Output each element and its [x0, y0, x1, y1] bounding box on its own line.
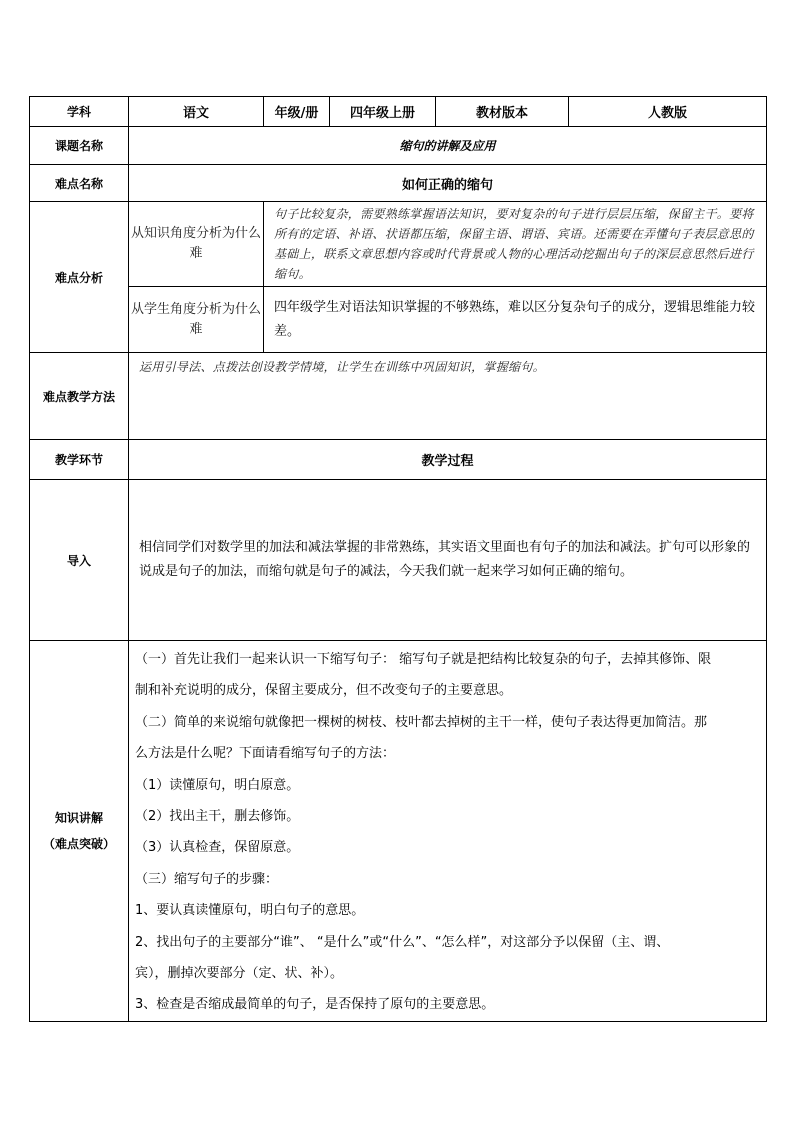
topic-value: 缩句的讲解及应用 — [129, 127, 767, 165]
process-header-row — [30, 440, 767, 480]
difficulty-row — [30, 165, 767, 202]
student-angle-label: 从学生角度分析为什么难 — [129, 287, 264, 353]
method-row — [30, 353, 767, 440]
method-text: 运用引导法、点拨法创设教学情境，让学生在训练中巩固知识，掌握缩句。 — [129, 353, 767, 440]
knowledge-label-line2: （难点突破） — [42, 836, 115, 851]
difficulty-value: 如何正确的缩句 — [129, 165, 767, 202]
method-label: 难点教学方法 — [30, 353, 129, 440]
knowledge-line: 1、要认真读懂原句，明白句子的意思。 — [135, 903, 365, 919]
knowledge-angle-label: 从知识角度分析为什么难 — [129, 202, 264, 287]
knowledge-line: 3、检查是否缩成最简单的句子，是否保持了原句的主要意思。 — [135, 997, 495, 1013]
knowledge-line: （二）简单的来说缩句就像把一棵树的树枝、枝叶都去掉树的主干一样，使句子表达得更加简洁。那 — [135, 714, 708, 730]
knowledge-line: （2）找出主干，删去修饰。 — [135, 809, 300, 825]
grade-value: 四年级上册 — [330, 97, 436, 127]
knowledge-line: （3）认真检查，保留原意。 — [135, 840, 300, 856]
intro-row — [30, 480, 767, 641]
knowledge-line: （一）首先让我们一起来认识一下缩写句子： 缩写句子就是把结构比较复杂的句子，去掉其修饰、限 — [135, 652, 712, 667]
student-angle-text: 四年级学生对语法知识掌握的不够熟练，难以区分复杂句子的成分，逻辑思维能力较差。 — [264, 287, 767, 353]
lesson-plan-table — [29, 96, 767, 1022]
knowledge-line: 制和补充说明的成分，保留主要成分，但不改变句子的主要意思。 — [135, 683, 513, 699]
analysis-student-row — [30, 287, 767, 353]
knowledge-content — [129, 641, 767, 1022]
difficulty-label: 难点名称 — [30, 165, 129, 202]
process-stage-label: 教学环节 — [30, 440, 129, 480]
knowledge-row — [30, 641, 767, 1022]
edition-value: 人教版 — [569, 97, 767, 127]
process-value: 教学过程 — [129, 440, 767, 480]
intro-label: 导入 — [30, 480, 129, 641]
topic-label: 课题名称 — [30, 127, 129, 165]
knowledge-label-line1: 知识讲解 — [54, 810, 103, 825]
knowledge-line: 宾），删掉次要部分（定、状、补）。 — [135, 966, 344, 982]
topic-row — [30, 127, 767, 165]
knowledge-angle-text: 句子比较复杂，需要熟练掌握语法知识，要对复杂的句子进行层层压缩，保留主干。要将所有的定语、补语、状语都压缩，保留主语、谓语、宾语。还需要在弄懂句子表层意思的基础上，联系文章思想内容或时代背景或人物的心理活动挖掘出句子的深层意思然后进行缩句。 — [264, 202, 767, 287]
grade-label: 年级/册 — [264, 97, 330, 127]
intro-text: 相信同学们对数学里的加法和减法掌握的非常熟练，其实语文里面也有句子的加法和减法。扩句可以形象的说成是句子的加法，而缩句就是句子的减法，今天我们就一起来学习如何正确的缩句。 — [129, 480, 767, 641]
subject-label: 学科 — [30, 97, 129, 127]
subject-value: 语文 — [129, 97, 264, 127]
knowledge-line: （三）缩写句子的步骤： — [135, 871, 279, 887]
knowledge-label — [30, 641, 129, 1022]
analysis-knowledge-row — [30, 202, 767, 287]
analysis-label: 难点分析 — [30, 202, 129, 353]
edition-label: 教材版本 — [436, 97, 569, 127]
header-row — [30, 97, 767, 127]
knowledge-line: 2、找出句子的主要部分“谁”、 “是什么”或“什么”、“怎么样”，对这部分予以保留（主、谓、 — [135, 934, 670, 950]
knowledge-line: 么方法是什么呢？下面请看缩写句子的方法： — [135, 746, 396, 762]
knowledge-line: （1）读懂原句，明白原意。 — [135, 777, 300, 793]
